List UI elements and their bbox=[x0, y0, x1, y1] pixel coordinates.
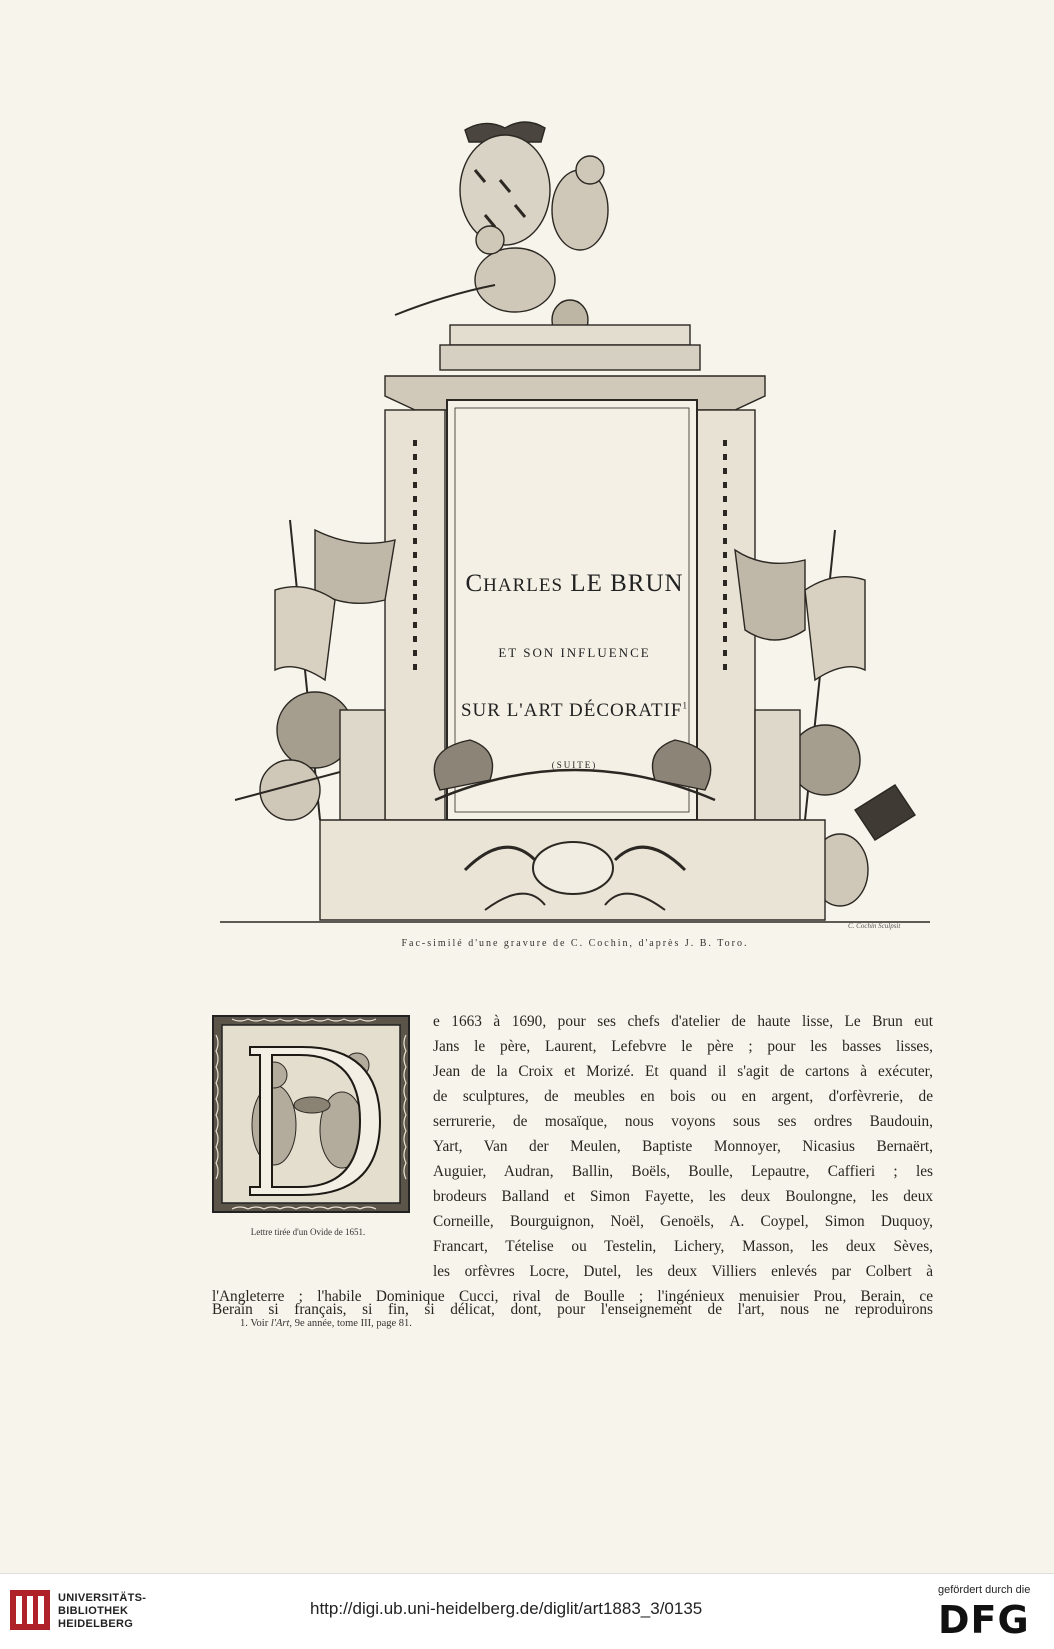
footnote: 1. Voir l'Art, 9e année, tome III, page 81. bbox=[240, 1318, 412, 1329]
university-library-logo-icon bbox=[8, 1588, 52, 1632]
dfg-logo: DFG bbox=[938, 1598, 1030, 1642]
body-line: e 1663 à 1690, pour ses chefs d'atelier de haute lisse, Le Brun eut bbox=[433, 1013, 933, 1030]
dropcap-image bbox=[212, 1015, 410, 1213]
tablet-subtitle: ET SON INFLUENCE bbox=[498, 645, 651, 660]
body-line: Francart, Tételise ou Testelin, Lichery, Masson, les deux Sèves, bbox=[433, 1238, 933, 1255]
title-tablet bbox=[458, 400, 691, 830]
tablet-title: CHARLES LE BRUN bbox=[465, 570, 684, 597]
illustration-caption: Fac-similé d'une gravure de C. Cochin, d'après J. B. Toro. bbox=[401, 938, 749, 949]
body-line: Yart, Van der Meulen, Baptiste Monnoyer, Nicasius Bernaërt, bbox=[433, 1138, 933, 1155]
body-line: les orfèvres Locre, Dutel, les deux Villiers enlevés par Colbert à bbox=[433, 1263, 933, 1280]
tablet-heading: SUR L'ART DÉCORATIF$^1$ bbox=[460, 700, 688, 721]
digitization-footer bbox=[0, 1573, 1054, 1649]
engraver-signature: C. Cochin Sculpsit bbox=[848, 922, 901, 930]
body-line: Auguier, Audran, Ballin, Boëls, Boulle, Lepautre, Caffieri ; les bbox=[433, 1163, 933, 1180]
engraving-illustration bbox=[215, 110, 935, 932]
body-line: l'Angleterre ; l'habile Dominique Cucci, rival de Boulle ; l'ingénieux menuisier Prou, Berain, ce bbox=[212, 1288, 933, 1305]
university-library-name: UNIVERSITÄTS- BIBLIOTHEK HEIDELBERG bbox=[58, 1592, 147, 1630]
body-line: serrurerie, de mosaïque, nous voyons sous ses ordres Baudouin, bbox=[433, 1113, 933, 1130]
body-line: Corneille, Bourguignon, Noël, Genoëls, A. Coypel, Simon Duquoy, bbox=[433, 1213, 933, 1230]
tablet-suite: (SUITE) bbox=[551, 760, 598, 770]
body-line: brodeurs Balland et Simon Fayette, les deux Boulongne, les deux bbox=[433, 1188, 933, 1205]
body-line: de sculptures, de meubles en bois ou en argent, d'orfèvrerie, de bbox=[433, 1088, 933, 1105]
body-line: Jans le père, Laurent, Lefebvre le père ; pour les basses lisses, bbox=[433, 1038, 933, 1055]
dropcap-caption: Lettre tirée d'un Ovide de 1651. bbox=[250, 1227, 366, 1237]
permalink-url[interactable]: http://digi.ub.uni-heidelberg.de/diglit/art1883_3/0135 bbox=[310, 1599, 703, 1618]
sponsor-label: gefördert durch die bbox=[938, 1584, 1031, 1596]
body-line: Jean de la Croix et Morizé. Et quand il s'agit de cartons à exécuter, bbox=[433, 1063, 933, 1080]
body-line: Berain si français, si fin, si délicat, dont, pour l'enseignement de l'art, nous ne reproduirons bbox=[212, 1301, 933, 1318]
